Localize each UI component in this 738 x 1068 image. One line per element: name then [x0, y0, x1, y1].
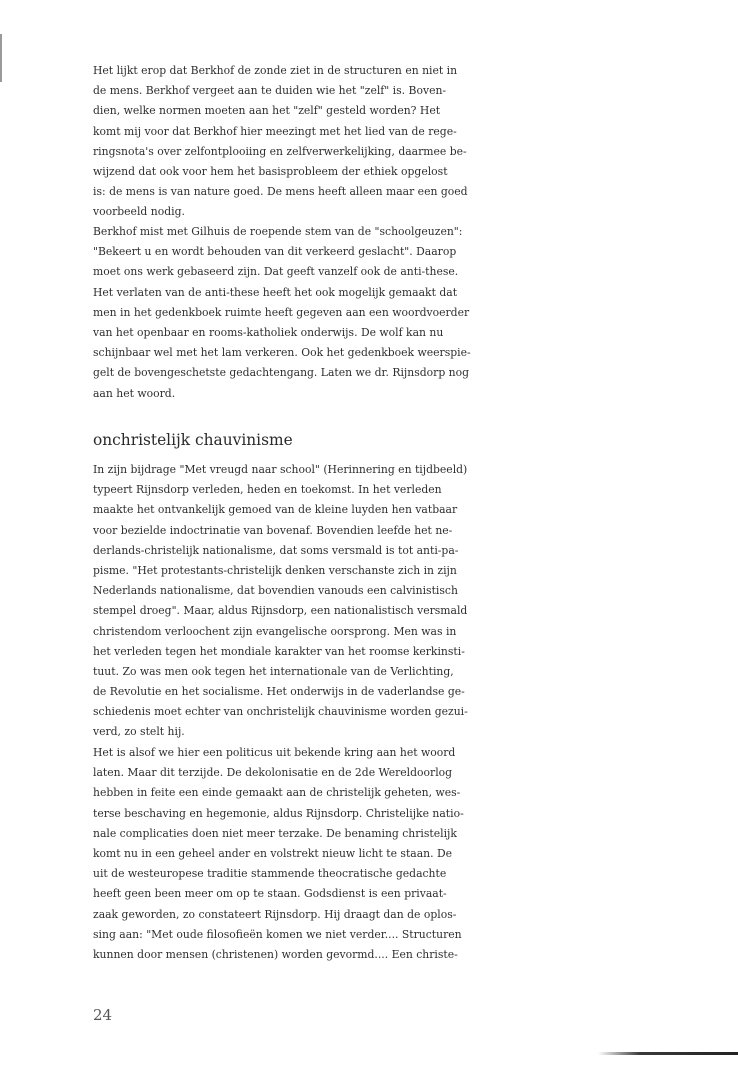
text-line: stempel droeg". Maar, aldus Rijnsdorp, een nationalistisch versmald: [93, 604, 468, 618]
scan-bottom-edge: [598, 1052, 738, 1055]
text-line: terse beschaving en hegemonie, aldus Rijnsdorp. Christelijke natio-: [93, 806, 464, 820]
text-line: schiedenis moet echter van onchristelijk chauvinisme worden gezui-: [93, 705, 468, 719]
text-line: uit de westeuropese traditie stammende theocratische gedachte: [93, 867, 447, 881]
text-line: sing aan: "Met oude filosofieën komen we niet verder.... Structuren: [93, 927, 462, 941]
text-line: Het verlaten van de anti-these heeft het ook mogelijk gemaakt dat: [93, 285, 458, 299]
scan-edge-mark: [0, 34, 2, 82]
text-line: hebben in feite een einde gemaakt aan de christelijk geheten, wes-: [93, 786, 461, 800]
paragraph-4: [93, 743, 733, 965]
text-line: moet ons werk gebaseerd zijn. Dat geeft vanzelf ook de anti-these.: [93, 265, 459, 279]
text-line: verd, zo stelt hij.: [93, 725, 185, 739]
text-line: laten. Maar dit terzijde. De dekolonisatie en de 2de Wereldoorlog: [93, 766, 453, 780]
text-line: het verleden tegen het mondiale karakter van het roomse kerkinsti-: [93, 644, 465, 658]
text-line: voorbeeld nodig.: [93, 205, 185, 219]
text-line: christendom verloochent zijn evangelische oorsprong. Men was in: [93, 624, 457, 638]
text-line: zaak geworden, zo constateert Rijnsdorp. Hij draagt dan de oplos-: [93, 907, 457, 921]
paragraph-2: [93, 222, 733, 404]
text-line: wijzend dat ook voor hem het basisprobleem der ethiek opgelost: [93, 164, 448, 178]
text-line: maakte het ontvankelijk gemoed van de kleine luyden hen vatbaar: [93, 503, 458, 517]
text-line: schijnbaar wel met het lam verkeren. Ook het gedenkboek weerspie-: [93, 346, 471, 360]
text-line: Nederlands nationalisme, dat bovendien vanouds een calvinistisch: [93, 584, 458, 598]
text-line: Het is alsof we hier een politicus uit bekende kring aan het woord: [93, 746, 456, 759]
text-line: kunnen door mensen (christenen) worden gevormd.... Een christe-: [93, 947, 458, 961]
text-line: derlands-christelijk nationalisme, dat soms versmald is tot anti-pa-: [93, 543, 459, 557]
text-line: Het lijkt erop dat Berkhof de zonde ziet in de structuren en niet in: [93, 64, 458, 77]
text-line: men in het gedenkboek ruimte heeft gegeven aan een woordvoerder: [93, 305, 470, 319]
text-line: van het openbaar en rooms-katholiek onderwijs. De wolf kan nu: [93, 325, 444, 339]
section-heading: onchristelijk chauvinisme: [93, 431, 293, 449]
text-line: tuut. Zo was men ook tegen het internationale van de Verlichting,: [93, 664, 454, 678]
text-line: ringsnota's over zelfontplooiing en zelfverwerkelijking, daarmee be-: [93, 144, 467, 158]
text-line: heeft geen been meer om op te staan. Godsdienst is een privaat-: [93, 887, 447, 901]
text-line: de Revolutie en het socialisme. Het onderwijs in de vaderlandse ge-: [93, 685, 465, 699]
text-line: komt mij voor dat Berkhof hier meezingt met het lied van de rege-: [93, 124, 457, 138]
text-line: is: de mens is van nature goed. De mens heeft alleen maar een goed: [93, 185, 468, 199]
text-line: aan het woord.: [93, 386, 176, 400]
text-line: nale complicaties doen niet meer terzake. De benaming christelijk: [93, 826, 457, 840]
text-line: de mens. Berkhof vergeet aan te duiden wie het "zelf" is. Boven-: [93, 84, 447, 98]
text-line: Berkhof mist met Gilhuis de roepende stem van de "schoolgeuzen":: [93, 225, 463, 238]
text-line: komt nu in een geheel ander en volstrekt nieuw licht te staan. De: [93, 846, 453, 860]
text-line: In zijn bijdrage "Met vreugd naar school" (Herinnering en tijdbeeld): [93, 463, 468, 476]
text-line: typeert Rijnsdorp verleden, heden en toekomst. In het verleden: [93, 483, 442, 497]
page-number: 24: [93, 1006, 113, 1024]
text-line: dien, welke normen moeten aan het "zelf" gesteld worden? Het: [93, 104, 441, 118]
text-line: "Bekeert u en wordt behouden van dit verkeerd geslacht". Daarop: [93, 245, 457, 259]
paragraph-3: [93, 460, 733, 743]
text-line: gelt de bovengeschetste gedachtengang. Laten we dr. Rijnsdorp nog: [93, 366, 470, 380]
text-line: voor bezielde indoctrinatie van bovenaf. Bovendien leefde het ne-: [93, 523, 453, 537]
paragraph-1: [93, 61, 733, 223]
text-line: pisme. "Het protestants-christelijk denken verschanste zich in zijn: [93, 563, 457, 577]
